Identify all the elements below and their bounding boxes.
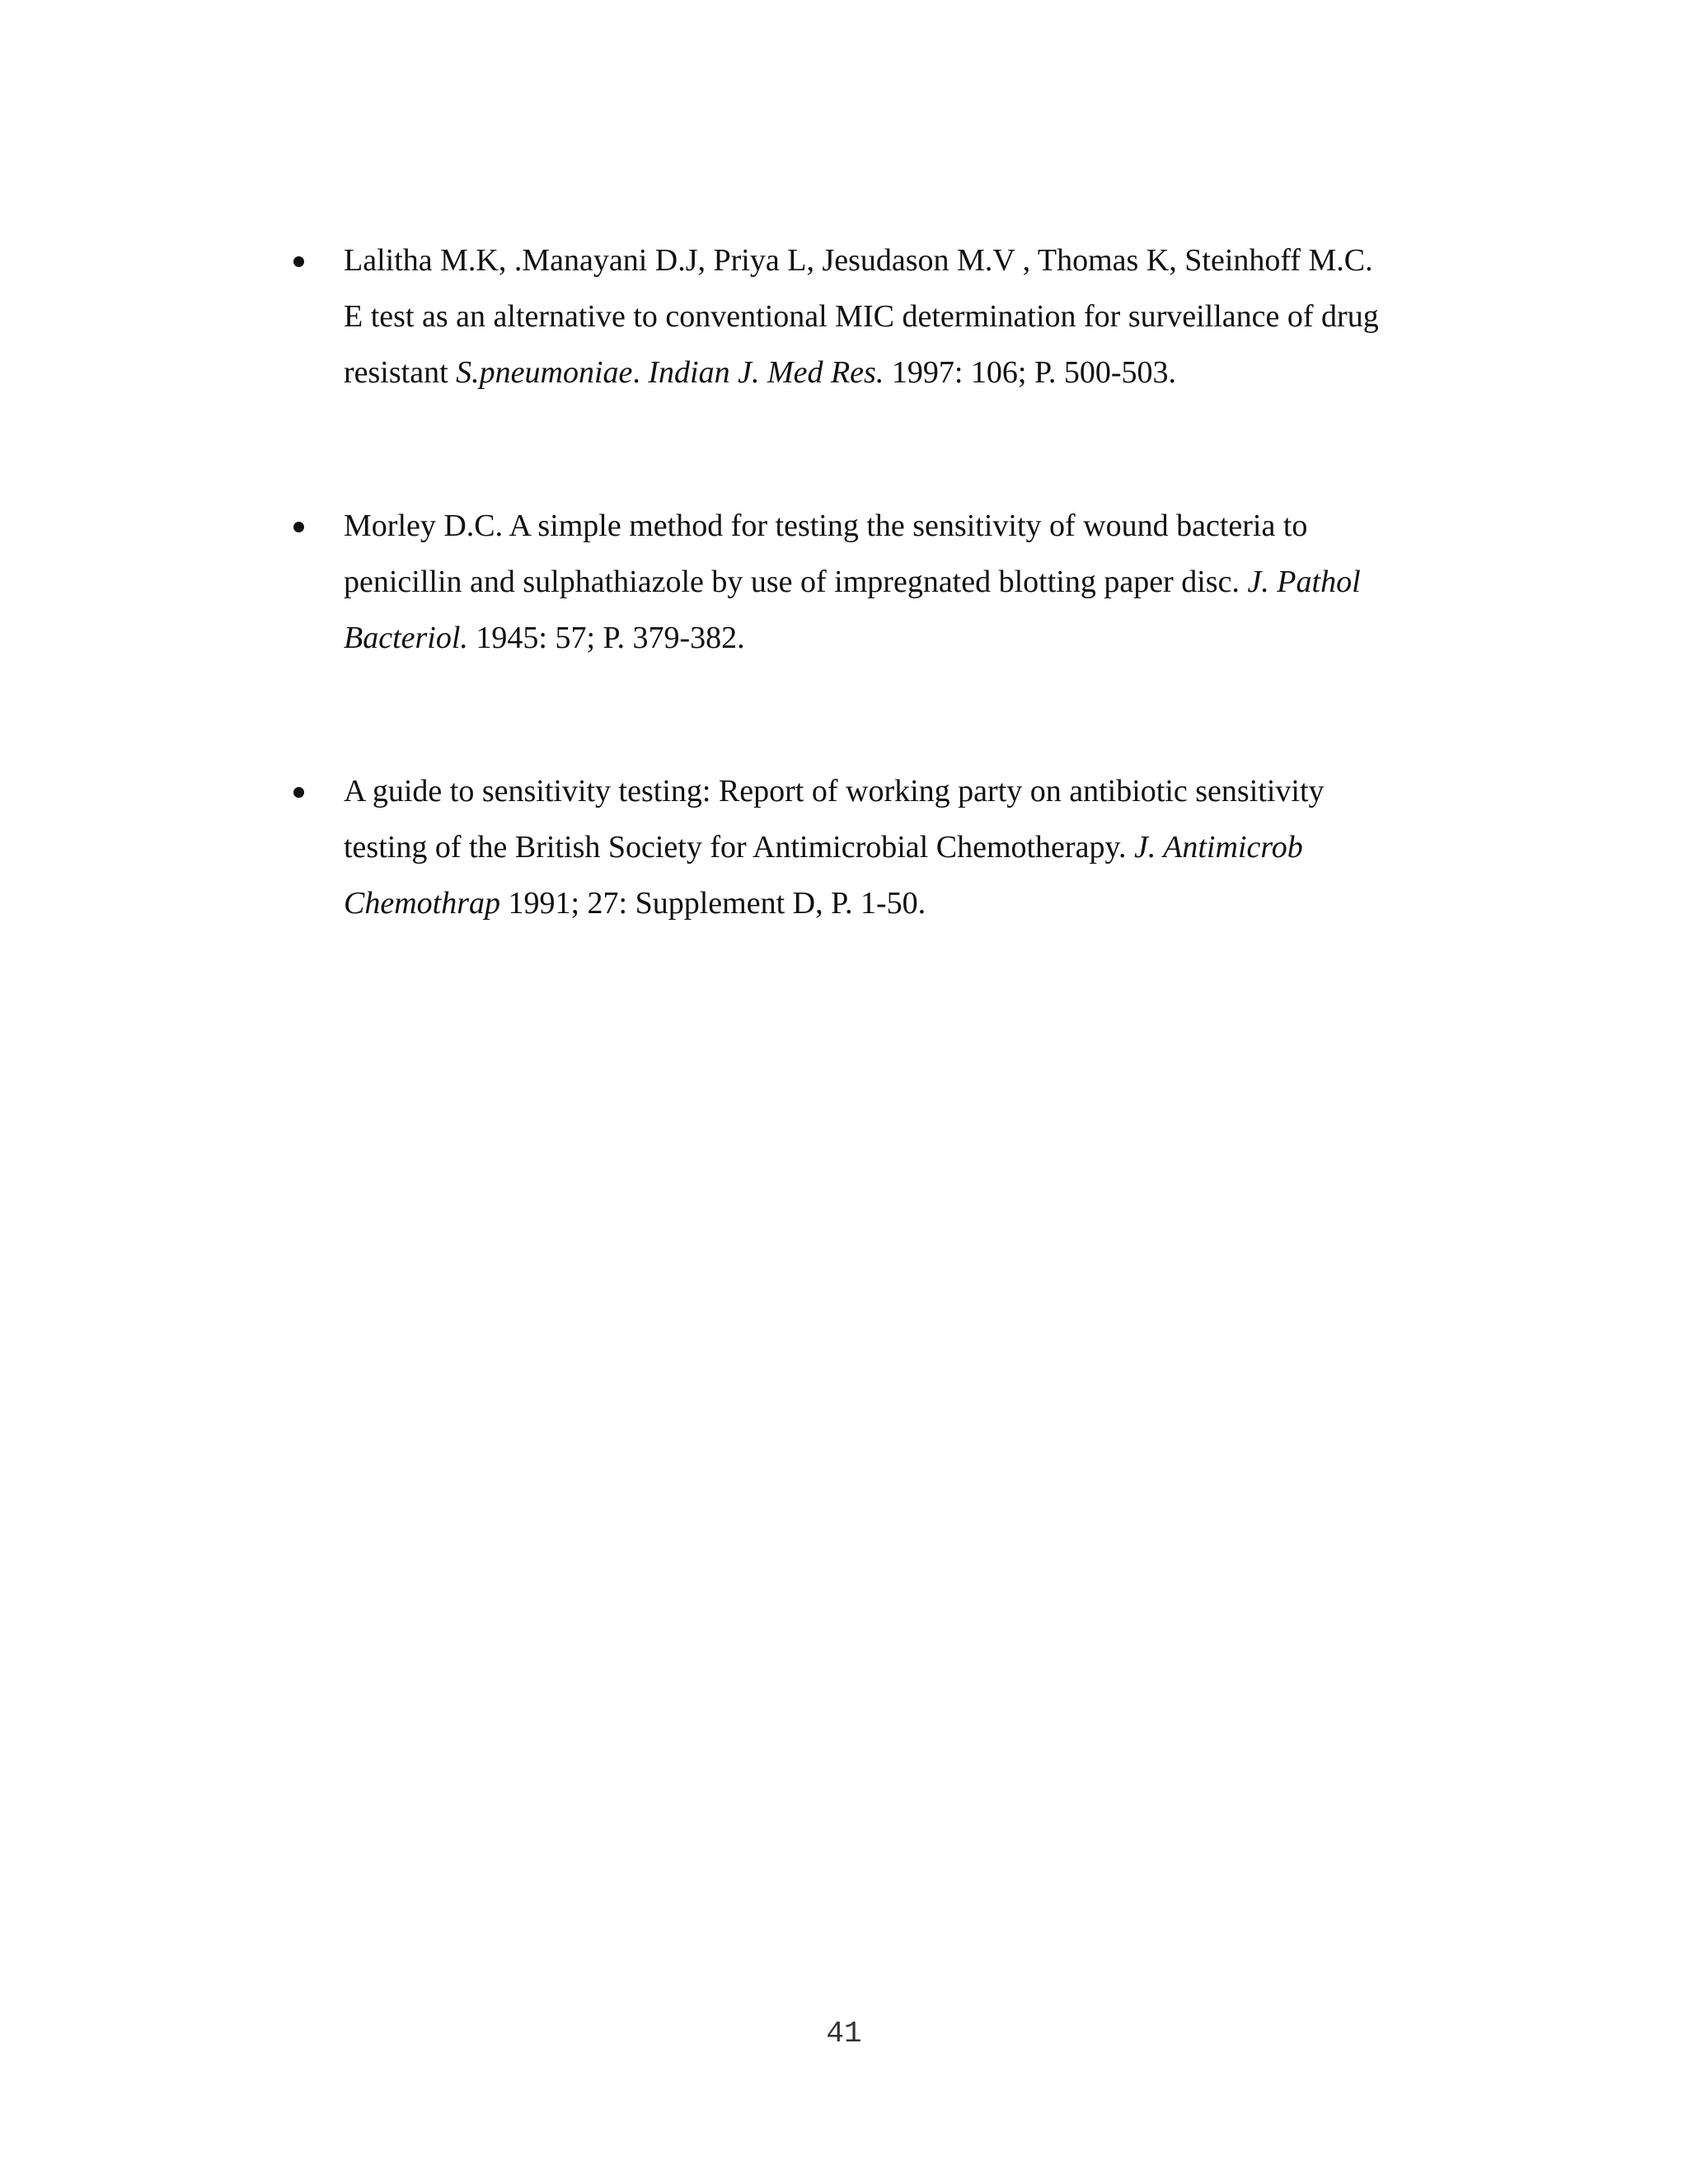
reference-item: [290, 232, 1428, 401]
bullet-icon: [293, 522, 304, 532]
reference-citation: 1945: 57; P. 379-382.: [467, 621, 745, 655]
reference-citation: 1997: 106; P. 500-503.: [884, 355, 1177, 390]
reference-text-line: penicillin and sulphathiazole by use of impregnated blotting paper disc.: [344, 565, 1248, 599]
reference-separator: .: [632, 355, 649, 390]
reference-text-line: testing of the British Society for Antimicrobial Chemotherapy.: [344, 830, 1134, 865]
reference-journal: Indian J. Med Res.: [648, 355, 884, 390]
reference-list: [290, 232, 1428, 1029]
reference-text-line: A guide to sensitivity testing: Report of working party on antibiotic sensitivity: [344, 774, 1325, 808]
reference-organism: S.pneumoniae: [456, 355, 633, 390]
page-number: 41: [826, 2017, 862, 2050]
reference-text-line: Morley D.C. A simple method for testing the sensitivity of wound bacteria to: [344, 509, 1308, 543]
reference-citation: 1991; 27: Supplement D, P. 1-50.: [500, 886, 926, 921]
reference-journal: J. Antimicrob Chemothrap: [344, 830, 1303, 921]
reference-item: [290, 763, 1428, 931]
reference-journal: J. Pathol Bacteriol.: [344, 565, 1361, 655]
reference-title: E test as an alternative to conventional MIC determination for surveillance of drug: [344, 299, 1379, 334]
bullet-icon: [293, 787, 304, 798]
reference-title-tail: resistant: [344, 355, 457, 390]
reference-item: [290, 498, 1428, 666]
reference-authors: Lalitha M.K, .Manayani D.J, Priya L, Jesudason M.V , Thomas K, Steinhoff M.C.: [344, 243, 1373, 278]
bullet-icon: [293, 256, 304, 267]
